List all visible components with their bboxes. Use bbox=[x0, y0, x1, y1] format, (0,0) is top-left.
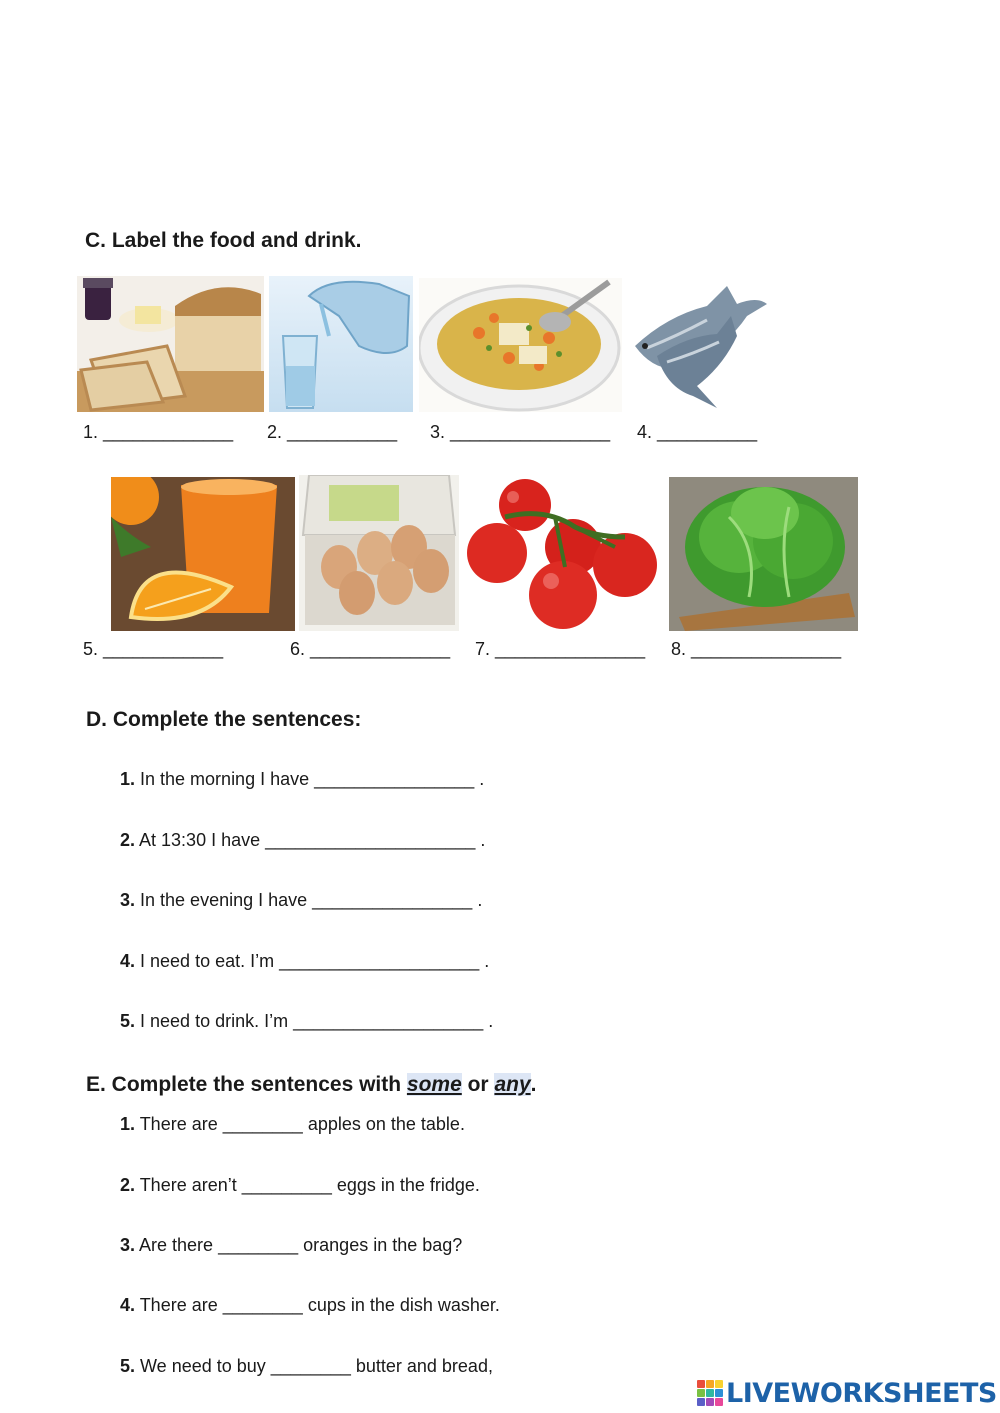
fish-image bbox=[627, 276, 769, 412]
label-6: 6. ______________ bbox=[290, 639, 451, 659]
logo-text: LIVEWORKSHEETS bbox=[726, 1377, 997, 1409]
d-sentence-number: 4. bbox=[120, 951, 136, 971]
d-sentence-text: I need to drink. I’m ___________________ . bbox=[135, 1011, 494, 1031]
e-sentence-text: We need to buy ________ butter and bread, bbox=[135, 1356, 493, 1376]
label-8: 8. _______________ bbox=[671, 639, 842, 659]
e-sentence-5 bbox=[120, 1356, 493, 1377]
tomatoes-image bbox=[465, 477, 663, 631]
e-sentence-2 bbox=[120, 1175, 480, 1196]
lettuce-image bbox=[669, 477, 858, 631]
logo-grid-icon bbox=[697, 1380, 723, 1406]
soup-image bbox=[419, 278, 622, 412]
d-sentence-2 bbox=[120, 830, 485, 851]
section-e-heading-prefix: E. Complete the sentences with bbox=[86, 1073, 407, 1096]
d-sentence-text: I need to eat. I’m ____________________ . bbox=[135, 951, 490, 971]
section-d-heading: D. Complete the sentences: bbox=[86, 708, 362, 731]
d-sentence-text: In the morning I have ________________ . bbox=[135, 769, 485, 789]
bread-image bbox=[77, 276, 264, 412]
label-1: 1. _____________ bbox=[83, 422, 234, 442]
d-sentence-number: 2. bbox=[120, 830, 136, 850]
e-sentence-number: 2. bbox=[120, 1175, 136, 1195]
section-e-heading bbox=[86, 1073, 536, 1097]
d-sentence-4 bbox=[120, 951, 489, 972]
section-c-heading: C. Label the food and drink. bbox=[85, 229, 362, 252]
d-sentence-number: 3. bbox=[120, 890, 136, 910]
d-sentence-number: 5. bbox=[120, 1011, 136, 1031]
d-sentence-text: In the evening I have ________________ . bbox=[135, 890, 483, 910]
section-e-heading-suffix: . bbox=[530, 1073, 537, 1096]
d-sentence-number: 1. bbox=[120, 769, 136, 789]
orange-juice-image bbox=[111, 477, 295, 631]
e-sentence-text: Are there ________ oranges in the bag? bbox=[135, 1235, 463, 1255]
e-sentence-number: 5. bbox=[120, 1356, 136, 1376]
water-image bbox=[269, 276, 413, 412]
e-sentence-1 bbox=[120, 1114, 465, 1135]
word-any: any bbox=[494, 1073, 531, 1096]
section-e-heading-or: or bbox=[461, 1073, 495, 1096]
word-some: some bbox=[406, 1073, 462, 1096]
d-sentence-3 bbox=[120, 890, 482, 911]
eggs-image bbox=[299, 475, 459, 631]
label-3: 3. ________________ bbox=[430, 422, 611, 442]
d-sentence-1 bbox=[120, 769, 484, 790]
label-4: 4. __________ bbox=[637, 422, 758, 442]
d-sentence-text: At 13:30 I have _____________________ . bbox=[135, 830, 486, 850]
e-sentence-number: 3. bbox=[120, 1235, 136, 1255]
e-sentence-text: There are ________ apples on the table. bbox=[135, 1114, 465, 1134]
e-sentence-number: 4. bbox=[120, 1295, 136, 1315]
label-7: 7. _______________ bbox=[475, 639, 646, 659]
e-sentence-4 bbox=[120, 1295, 500, 1316]
e-sentence-number: 1. bbox=[120, 1114, 136, 1134]
liveworksheets-logo[interactable] bbox=[697, 1378, 997, 1408]
e-sentence-text: There aren’t _________ eggs in the fridge. bbox=[135, 1175, 480, 1195]
label-5: 5. ____________ bbox=[83, 639, 224, 659]
e-sentence-3 bbox=[120, 1235, 462, 1256]
e-sentence-text: There are ________ cups in the dish washer. bbox=[135, 1295, 500, 1315]
d-sentence-5 bbox=[120, 1011, 493, 1032]
label-2: 2. ___________ bbox=[267, 422, 398, 442]
